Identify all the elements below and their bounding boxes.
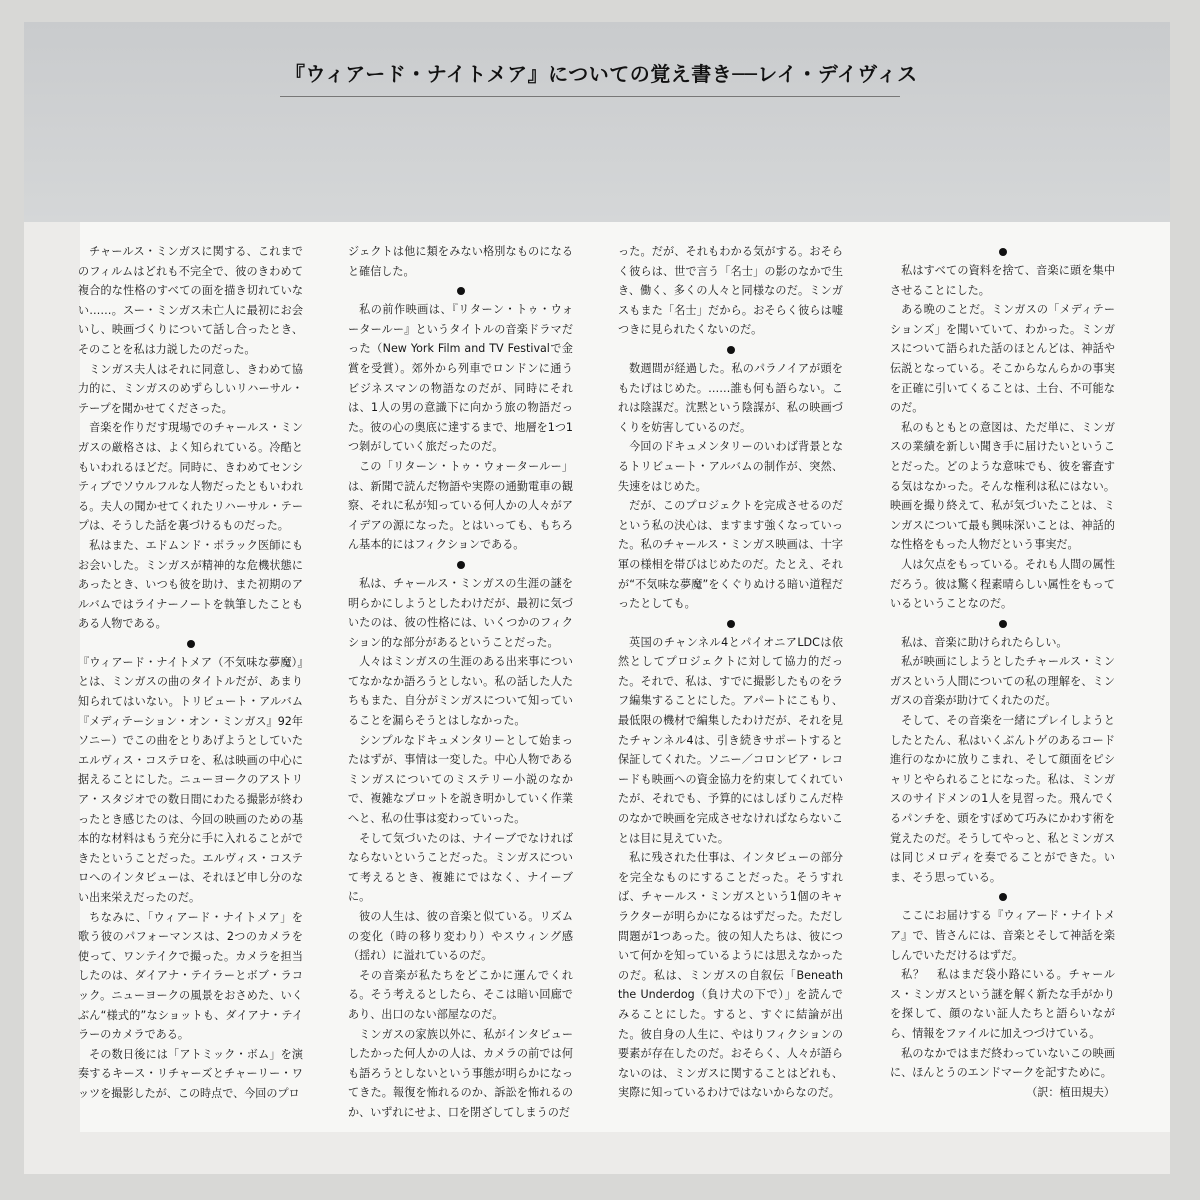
paragraph: ここにお届けする『ウィアード・ナイトメア』で、皆さんには、音楽とそして神話を楽しんでいただけるはずだ。	[890, 909, 1115, 962]
paragraph: 私はすべての資料を捨て、音楽に頭を集中させることにした。	[890, 264, 1115, 297]
paragraph: その音楽が私たちをどこかに運んでくれる。そう考えるとしたら、そこは暗い回廊であり、出口のない部屋なのだ。	[348, 968, 573, 1021]
paragraph: そして、その音楽を一緒にプレイしようとしたとたん、私はいくぶんトゲのあるコード進行のなかに放りこまれ、そして顔面をピシャリとやられることになった。私は、ミンガスのサイドメンの1人を見習った。飛んでくるパンチを、頭をすぼめて巧みにかわす術を覚えたのだ。そうしてやっと、私とミンガスは同じメロディを奏でることができた。いま、そう思っている。	[890, 714, 1115, 884]
paragraph: ミンガスの家族以外に、私がインタビューしたかった何人かの人は、カメラの前では何も語ろうとしないという事態が明らかになってきた。報復を怖れるのか、訴訟を怖れるのか、いずれにせよ、口を閉ざしてしまうのだ	[348, 1027, 573, 1119]
paragraph: ある晩のことだ。ミンガスの「メディテーションズ」を聞いていて、わかった。ミンガスについて語られた話のほとんどは、神話や伝説となっている。そこからなんらかの事実を正確に引いてくることは、土台、不可能なのだ。	[890, 303, 1115, 415]
section-divider-dot	[727, 346, 735, 354]
paragraph: 彼の人生は、彼の音楽と似ている。リズムの変化（時の移り変わり）やスウィング感（揺れ）に溢れているのだ。	[348, 910, 573, 963]
paragraph: チャールス・ミンガスに関する、これまでのフィルムはどれも不完全で、彼のきわめて複合的な性格のすべての面を描き切れていない……。スー・ミンガス未亡人に最初にお会いし、映画づくりについて話し合ったとき、そのことを私は力説したのだった。	[78, 245, 303, 356]
paragraph: 『ウィアード・ナイトメア（不気味な夢魔）』とは、ミンガスの曲のタイトルだが、あまり知られてはいない。トリビュート・アルバム『メディテーション・オン・ミンガス』92年ソニー）でこの曲をとりあげようとしていたエルヴィス・コステロを、私は映画の中心に据えることにした。ニューヨークのアストリア・スタジオでの数日間にわたる撮影が終わったとき感じたのは、今回の映画のための基本的な材料はもう充分に手に入れることができたということだった。エルヴィス・コステロへのインタビューは、それほど申し分のない出来栄えだったのだ。	[78, 655, 303, 904]
page-title: 『ウィアード・ナイトメア』についての覚え書き──レイ・デイヴィス	[285, 62, 918, 86]
text-column-2	[348, 242, 573, 1119]
paragraph: 私が映画にしようとしたチャールス・ミンガスという人間についての私の理解を、ミンガスの音楽が助けてくれたのだ。	[890, 655, 1115, 708]
paragraph: 私は、チャールス・ミンガスの生涯の謎を明らかにしようとしたわけだが、最初に気づいたのは、彼の性格には、いくつかのフィクション的な部分があるということだった。	[348, 576, 573, 649]
paragraph: 私に残された仕事は、インタビューの部分を完全なものにすることだった。そうすれば、チャールス・ミンガスという1個のキャラクターが明らかになるはずだった。ただし問題が1つあった。彼の知人たちは、彼について何かを知っているようには思えなかったのだ。私は、ミンガスの自叙伝「Beneath the Underdog（負け犬の下で）」を読んでみることにした。すると、すぐに結論が出た。彼自身の人生に、やはりフィクションの要素が存在したのだ。おそらく、人々が語らないのは、ミンガスに関することはどれも、実際に知っているわけではないからなのだ。	[618, 851, 843, 1100]
paragraph: だが、このプロジェクトを完成させるのだという私の決心は、ますます強くなっていった。私のチャールス・ミンガス映画は、十字軍の様相を帯びはじめたのだ。たとえ、それが“不気味な夢魔”をくぐりぬける暗い道程だったとしても。	[618, 499, 843, 611]
text-column-3	[618, 242, 843, 1100]
paragraph: 今回のドキュメンタリーのいわば背景となるトリビュート・アルバムの制作が、突然、失速をはじめた。	[618, 440, 843, 493]
title-underline	[280, 96, 900, 97]
paragraph: 人々はミンガスの生涯のある出来事についてなかなか語ろうとしない。私の話した人たちもまた、自分がミンガスについて知っていることを漏らそうとはしなかった。	[348, 655, 573, 728]
translator-credit: （訳：植田規夫）	[1026, 1085, 1115, 1099]
paragraph: 私はまた、エドムンド・ポラック医師にもお会いした。ミンガスが精神的な危機状態にあったとき、いつも彼を助け、また初期のアルバムではライナーノートを執筆したこともある人物である。	[78, 538, 303, 631]
paragraph: シンプルなドキュメンタリーとして始まったはずが、事情は一変した。中心人物であるミンガスについてのミステリー小説のなかで、複雑なプロットを説き明かしていく作業へと、私の仕事は変わっていった。	[348, 733, 573, 826]
section-divider-dot	[999, 248, 1007, 256]
section-divider-dot	[999, 620, 1007, 628]
paragraph: 英国のチャンネル4とパイオニアLDCは依然としてプロジェクトに対して協力的だった。それで、私は、すでに撮影したものをラフ編集することにした。アパートにこもり、最低限の機材で編集したわけだが、それを見たチャンネル4は、引き続きサポートすると保証してくれた。ソニー／コロンビア・レコードも映画への資金協力を約束してくれていたが、それでも、予算的にはしぼりこんだ枠のなかで映画を完成させなければならないことは目に見えていた。	[618, 635, 843, 845]
paragraph: 音楽を作りだす現場でのチャールス・ミンガスの厳格さは、よく知られている。冷酷ともいわれるほどだ。同時に、きわめてセンシティブでソウルフルな人物だったともいわれる。夫人の聞かせてくれたリハーサル・テープは、そうした話を裏づけるものだった。	[78, 421, 303, 533]
paragraph: った。だが、それもわかる気がする。おそらく彼らは、世で言う「名士」の影のなかで生き、働く、多くの人々と同様なのだ。ミンガスもまた「名士」だから。おそらく彼らは嘘つきに見られたくないのだ。	[618, 245, 843, 337]
paragraph: そして気づいたのは、ナイーブでなければならないということだった。ミンガスについて考えるとき、複雑にではなく、ナイーブに。	[348, 831, 573, 904]
section-divider-dot	[727, 620, 735, 628]
paragraph: 私のなかではまだ終わっていないこの映画に、ほんとうのエンドマークを記すために。	[890, 1046, 1115, 1080]
paragraph: ジェクトは他に類をみない格別なものになると確信した。	[348, 245, 573, 278]
section-divider-dot	[457, 561, 465, 569]
paragraph: その数日後には「アトミック・ボム」を演奏するキース・リチャーズとチャーリー・ワッツを撮影したが、この時点で、今回のプロ	[78, 1047, 303, 1100]
section-divider-dot	[187, 640, 195, 648]
paragraph: 数週間が経過した。私のパラノイアが頭をもたげはじめた。……誰も何も語らない。これは陰謀だ。沈黙という陰謀が、私の映画づくりを妨害しているのだ。	[618, 361, 843, 434]
paragraph: 私の前作映画は、『リターン・トゥ・ウォータールー』というタイトルの音楽ドラマだった（New York Film and TV Festivalで金賞を受賞）。郊外から列車でロンドンに通うビジネスマンの物語なのだが、同時にそれは、1人の男の意識下に向かう旅の物語だった。彼の心の奥底に達するまで、地層を1つ1つ剝がしていく旅だったのだ。	[348, 303, 573, 454]
paragraph: ミンガス夫人はそれに同意し、きわめて協力的に、ミンガスのめずらしいリハーサル・テープを聞かせてくださった。	[78, 362, 303, 415]
text-column-4	[890, 242, 1115, 1099]
text-column-1	[78, 242, 303, 1100]
paragraph: ちなみに、「ウィアード・ナイトメア」を歌う彼のパフォーマンスは、2つのカメラを使って、ワンテイクで撮った。カメラを担当したのは、ダイアナ・テイラーとボブ・ラコック。ニューヨークの風景をおさめた、いくぶん“様式的”なショットも、ダイアナ・テイラーのカメラである。	[78, 910, 303, 1042]
paragraph: この「リターン・トゥ・ウォータールー」は、新聞で読んだ物語や実際の通勤電車の観察、それに私が知っている何人かの人々がアイデアの源になった。とはいっても、もちろん基本的にはフィクションである。	[348, 459, 573, 552]
section-divider-dot	[457, 287, 465, 295]
paragraph: 人は欠点をもっている。それも人間の属性だろう。彼は驚く程素晴らしい属性をもっているということなのだ。	[890, 557, 1115, 611]
section-divider-dot	[999, 893, 1007, 901]
paragraph: 私は、音楽に助けられたらしい。	[901, 635, 1068, 649]
paragraph: 私？ 私はまだ袋小路にいる。チャールス・ミンガスという謎を解く新たな手がかりを探して、顔のない証人たちと語らいながら、情報をファイルに加えつづけている。	[890, 968, 1115, 1040]
paragraph: 私のもともとの意図は、ただ単に、ミンガスの業績を新しい聞き手に届けたいということだった。どのような意味でも、彼を審査する気はなかった。そんな権利は私にはない。映画を撮り終えて、私が気づいたことは、ミンガスについて最も興味深いことは、神話的な性格をもった人物だという事実だ。	[890, 420, 1115, 552]
header-band	[24, 22, 1170, 222]
